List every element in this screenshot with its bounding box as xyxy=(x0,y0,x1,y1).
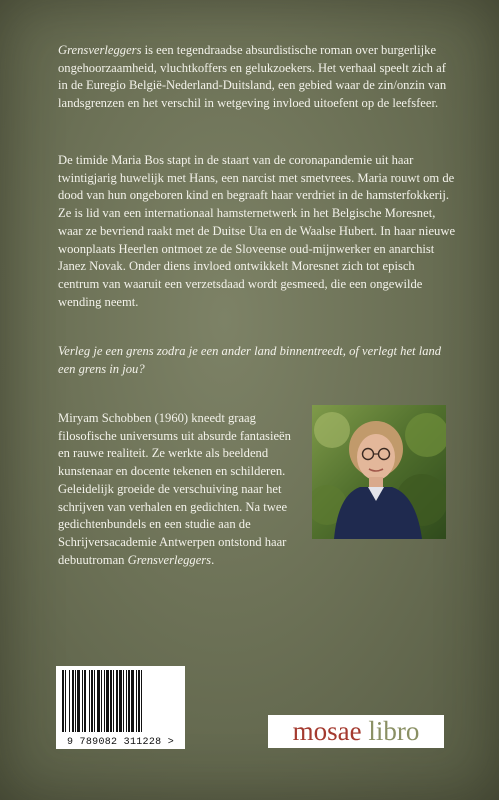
blurb-intro-text: is een tegendraadse absurdistische roman over burgerlijke ongehoorzaamheid, vluchtkoffers en gelukzoekers. Het verhaal speelt zich af in de Euregio België-Nederland-Duitsland, een gebied waar de zin/onzin van landsgrenzen en het verschil in wetgeving invloed uitoefent op de leefsfeer. xyxy=(58,43,447,111)
barcode-bars xyxy=(56,666,185,736)
author-bio-text: Miryam Schobben (1960) kneedt graag filosofische universums uit absurde fantasieën en rauwe realiteit. Ze werkte als beeldend kunstenaar en docente tekenen en schilderen. Geleidelijk groeide de verschuiving naar het schrijven van verhalen en gedichten. Na twee gedichtenbundels en een studie aan de Schrijversacademie Antwerpen ontstond haar debuutroman xyxy=(58,411,291,567)
author-photo xyxy=(312,405,446,539)
blurb-paragraph-plot: De timide Maria Bos stapt in de staart van de coronapandemie uit haar twintigjarig huwelijk met Hans, een narcist met smetvrees. Maria rouwt om de dood van hun ongeboren kind en begraaft haar verdriet in de hamsterfokkerij. Ze is lid van een internationaal hamsternetwerk in het Belgische Moresnet, waar ze bevriend raakt met de Duitse Uta en de Waalse Hubert. In haar nieuwe woonplaats Heerlen ontmoet ze de Sloveense oud-mijnwerker en anarchist Janez Novak. Onder diens invloed ontwikkelt Moresnet zich tot episch centrum van waaruit een verzetsdaad wordt gesmeed, die een ongewilde wending neemt. xyxy=(58,153,456,309)
publisher-logo xyxy=(268,715,444,748)
isbn-digits: 9 789082 311228 > xyxy=(66,737,175,748)
author-bio xyxy=(58,410,298,569)
blurb-paragraph-intro xyxy=(58,42,458,113)
author-bio-title: Grensverleggers xyxy=(127,552,212,567)
publisher-logo-word2: libro xyxy=(368,716,420,746)
author-bio-punct: . xyxy=(211,552,215,567)
book-title-inline: Grensverleggers xyxy=(58,43,142,57)
publisher-logo-word1: mosae xyxy=(292,716,362,746)
isbn-barcode xyxy=(56,666,185,749)
blurb-tagline: Verleg je een grens zodra je een ander land binnentreedt, of verlegt het land een grens in jou? xyxy=(58,344,442,376)
author-portrait-image xyxy=(312,405,446,539)
